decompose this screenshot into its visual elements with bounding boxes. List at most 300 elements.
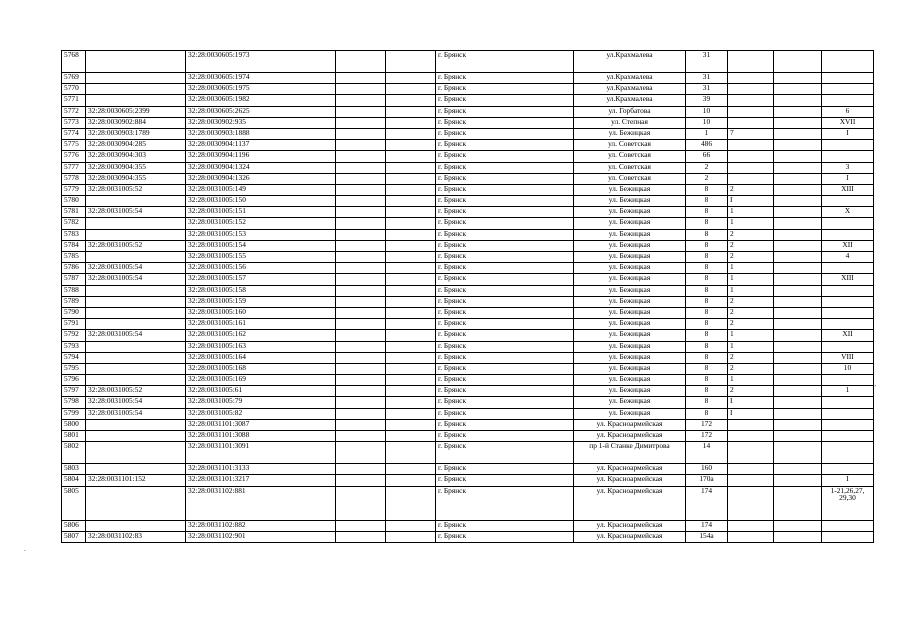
empty-cell (336, 397, 386, 408)
empty-cell (336, 117, 386, 128)
parent-cadastral-number-cell: 32:28:0030902:884 (86, 117, 186, 128)
street-cell: ул. Красноармейская (574, 431, 686, 442)
street-cell: ул. Бежицкая (574, 263, 686, 274)
apartment-number-cell: 6 (822, 106, 874, 117)
apartment-number-cell: 4 (822, 252, 874, 263)
parent-cadastral-number-cell (86, 431, 186, 442)
empty-cell (386, 352, 436, 363)
empty-cell (336, 307, 386, 318)
apartment-number-cell (822, 84, 874, 95)
empty-cell (774, 307, 822, 318)
table-row (62, 84, 874, 95)
apartment-number-cell (822, 307, 874, 318)
cadastral-number-cell: 32:28:0031101:3133 (186, 464, 336, 475)
street-cell: ул. Бежицкая (574, 252, 686, 263)
parent-cadastral-number-cell (86, 285, 186, 296)
empty-cell (386, 520, 436, 531)
city-cell: г. Брянск (436, 442, 574, 464)
street-cell: ул. Бежицкая (574, 184, 686, 195)
city-cell: г. Брянск (436, 240, 574, 251)
row-number-cell: 5789 (62, 296, 86, 307)
empty-cell (386, 140, 436, 151)
row-number-cell: 5778 (62, 173, 86, 184)
empty-cell (336, 285, 386, 296)
apartment-number-cell (822, 73, 874, 84)
house-number-cell: 8 (686, 218, 728, 229)
house-number-cell: 8 (686, 229, 728, 240)
empty-cell (774, 184, 822, 195)
empty-cell (774, 84, 822, 95)
apartment-number-cell: 3 (822, 162, 874, 173)
house-number-cell: 8 (686, 397, 728, 408)
empty-cell (336, 73, 386, 84)
cadastral-number-cell: 32:28:0031005:79 (186, 397, 336, 408)
building-number-cell (728, 95, 774, 106)
apartment-number-cell (822, 408, 874, 419)
city-cell: г. Брянск (436, 397, 574, 408)
empty-cell (336, 419, 386, 430)
cadastral-number-cell: 32:28:0031005:157 (186, 274, 336, 285)
empty-cell (774, 319, 822, 330)
parent-cadastral-number-cell (86, 464, 186, 475)
cadastral-number-cell: 32:28:0030605:1982 (186, 95, 336, 106)
building-number-cell: 1 (728, 207, 774, 218)
house-number-cell: 66 (686, 151, 728, 162)
empty-cell (386, 442, 436, 464)
building-number-cell (728, 431, 774, 442)
empty-cell (774, 128, 822, 139)
empty-cell (336, 51, 386, 73)
street-cell: ул. Советская (574, 162, 686, 173)
empty-cell (336, 84, 386, 95)
empty-cell (774, 531, 822, 542)
city-cell: г. Брянск (436, 173, 574, 184)
city-cell: г. Брянск (436, 229, 574, 240)
empty-cell (774, 285, 822, 296)
empty-cell (386, 319, 436, 330)
empty-cell (774, 486, 822, 520)
apartment-number-cell: I (822, 475, 874, 486)
table-row (62, 397, 874, 408)
street-cell: ул. Бежицкая (574, 307, 686, 318)
street-cell: ул. Бежицкая (574, 229, 686, 240)
table-row (62, 173, 874, 184)
row-number-cell: 5781 (62, 207, 86, 218)
empty-cell (386, 431, 436, 442)
apartment-number-cell (822, 431, 874, 442)
city-cell: г. Брянск (436, 352, 574, 363)
house-number-cell: 8 (686, 330, 728, 341)
table-row (62, 363, 874, 374)
street-cell: ул. Бежицкая (574, 319, 686, 330)
empty-cell (336, 229, 386, 240)
empty-cell (386, 229, 436, 240)
table-row (62, 464, 874, 475)
cadastral-number-cell: 32:28:0031005:82 (186, 408, 336, 419)
cadastral-number-cell: 32:28:0031101:3217 (186, 475, 336, 486)
city-cell: г. Брянск (436, 274, 574, 285)
row-number-cell: 5787 (62, 274, 86, 285)
empty-cell (336, 151, 386, 162)
city-cell: г. Брянск (436, 151, 574, 162)
cadastral-number-cell: 32:28:0031005:164 (186, 352, 336, 363)
parent-cadastral-number-cell (86, 218, 186, 229)
city-cell: г. Брянск (436, 307, 574, 318)
house-number-cell: 10 (686, 106, 728, 117)
city-cell: г. Брянск (436, 162, 574, 173)
street-cell: ул. Советская (574, 151, 686, 162)
empty-cell (386, 128, 436, 139)
street-cell: ул. Советская (574, 173, 686, 184)
street-cell: ул.Крахмалева (574, 73, 686, 84)
cadastral-number-cell: 32:28:0031005:150 (186, 196, 336, 207)
building-number-cell (728, 51, 774, 73)
house-number-cell: 8 (686, 285, 728, 296)
street-cell: ул.Крахмалева (574, 95, 686, 106)
row-number-cell: 5770 (62, 84, 86, 95)
table-row (62, 162, 874, 173)
city-cell: г. Брянск (436, 252, 574, 263)
empty-cell (774, 464, 822, 475)
city-cell: г. Брянск (436, 106, 574, 117)
building-number-cell: 2 (728, 307, 774, 318)
apartment-number-cell (822, 319, 874, 330)
row-number-cell: 5798 (62, 397, 86, 408)
building-number-cell: 1 (728, 285, 774, 296)
empty-cell (336, 386, 386, 397)
empty-cell (336, 363, 386, 374)
empty-cell (336, 442, 386, 464)
empty-cell (386, 184, 436, 195)
city-cell: г. Брянск (436, 464, 574, 475)
city-cell: г. Брянск (436, 520, 574, 531)
empty-cell (386, 397, 436, 408)
apartment-number-cell: X (822, 207, 874, 218)
house-number-cell: 8 (686, 307, 728, 318)
parent-cadastral-number-cell (86, 73, 186, 84)
empty-cell (386, 330, 436, 341)
empty-cell (336, 431, 386, 442)
row-number-cell: 5796 (62, 375, 86, 386)
empty-cell (774, 51, 822, 73)
empty-cell (774, 151, 822, 162)
house-number-cell: 8 (686, 363, 728, 374)
cadastral-number-cell: 32:28:0030904:1326 (186, 173, 336, 184)
empty-cell (386, 285, 436, 296)
apartment-number-cell: I (822, 128, 874, 139)
parent-cadastral-number-cell (86, 341, 186, 352)
house-number-cell: 8 (686, 252, 728, 263)
street-cell: ул. Красноармейская (574, 531, 686, 542)
empty-cell (386, 274, 436, 285)
empty-cell (774, 397, 822, 408)
apartment-number-cell (822, 285, 874, 296)
empty-cell (774, 173, 822, 184)
parent-cadastral-number-cell: 32:28:0031005:54 (86, 274, 186, 285)
empty-cell (774, 274, 822, 285)
parent-cadastral-number-cell (86, 419, 186, 430)
city-cell: г. Брянск (436, 296, 574, 307)
empty-cell (774, 363, 822, 374)
row-number-cell: 5803 (62, 464, 86, 475)
cadastral-number-cell: 32:28:0030605:2625 (186, 106, 336, 117)
row-number-cell: 5771 (62, 95, 86, 106)
empty-cell (774, 296, 822, 307)
house-number-cell: 172 (686, 419, 728, 430)
city-cell: г. Брянск (436, 73, 574, 84)
city-cell: г. Брянск (436, 263, 574, 274)
cadastral-number-cell: 32:28:0031005:149 (186, 184, 336, 195)
apartment-number-cell (822, 464, 874, 475)
row-number-cell: 5786 (62, 263, 86, 274)
street-cell: ул.Крахмалева (574, 84, 686, 95)
cadastral-number-cell: 32:28:0031005:160 (186, 307, 336, 318)
street-cell: ул. Красноармейская (574, 520, 686, 531)
apartment-number-cell (822, 229, 874, 240)
apartment-number-cell: VIII (822, 352, 874, 363)
building-number-cell (728, 162, 774, 173)
empty-cell (774, 431, 822, 442)
empty-cell (386, 307, 436, 318)
building-number-cell (728, 73, 774, 84)
apartment-number-cell (822, 296, 874, 307)
city-cell: г. Брянск (436, 218, 574, 229)
empty-cell (774, 95, 822, 106)
house-number-cell: 8 (686, 207, 728, 218)
building-number-cell: 2 (728, 296, 774, 307)
row-number-cell: 5783 (62, 229, 86, 240)
apartment-number-cell (822, 397, 874, 408)
cadastral-number-cell: 32:28:0031005:153 (186, 229, 336, 240)
apartment-number-cell (822, 375, 877, 388)
apartment-number-cell: XII (822, 330, 874, 341)
empty-cell (386, 363, 436, 374)
scan-artifact: ‚ (874, 380, 877, 388)
empty-cell (336, 140, 386, 151)
table-row (62, 296, 874, 307)
empty-cell (386, 408, 436, 419)
parent-cadastral-number-cell: 32:28:0030904:303 (86, 151, 186, 162)
empty-cell (386, 475, 436, 486)
cadastral-number-cell: 32:28:0031005:163 (186, 341, 336, 352)
parent-cadastral-number-cell (86, 196, 186, 207)
house-number-cell: 170а (686, 475, 728, 486)
building-number-cell: 1 (728, 218, 774, 229)
parent-cadastral-number-cell: 32:28:0031005:52 (86, 240, 186, 251)
apartment-number-cell: XIII (822, 274, 874, 285)
row-number-cell: 5788 (62, 285, 86, 296)
row-number-cell: 5805 (62, 486, 86, 520)
cadastral-number-cell: 32:28:0031005:162 (186, 330, 336, 341)
building-number-cell: 1 (728, 274, 774, 285)
cadastral-number-cell: 32:28:0031101:3091 (186, 442, 336, 464)
empty-cell (336, 330, 386, 341)
row-number-cell: 5793 (62, 341, 86, 352)
cadastral-number-cell: 32:28:0031102:882 (186, 520, 336, 531)
table-row (62, 184, 874, 195)
city-cell: г. Брянск (436, 95, 574, 106)
table-row (62, 73, 874, 84)
empty-cell (774, 240, 822, 251)
empty-cell (386, 263, 436, 274)
apartment-number-cell: XVII (822, 117, 874, 128)
city-cell: г. Брянск (436, 419, 574, 430)
city-cell: г. Брянск (436, 196, 574, 207)
table-row (62, 431, 874, 442)
row-number-cell: 5769 (62, 73, 86, 84)
house-number-cell: 8 (686, 184, 728, 195)
building-number-cell (728, 531, 774, 542)
empty-cell (774, 419, 822, 430)
apartment-number-cell (822, 520, 874, 531)
house-number-cell: 31 (686, 51, 728, 73)
empty-cell (386, 386, 436, 397)
house-number-cell: 174 (686, 486, 728, 520)
building-number-cell: 2 (728, 184, 774, 195)
empty-cell (774, 252, 822, 263)
building-number-cell: 1 (728, 341, 774, 352)
street-cell: ул. Бежицкая (574, 218, 686, 229)
empty-cell (774, 117, 822, 128)
empty-cell (336, 352, 386, 363)
street-cell: ул. Бежицкая (574, 285, 686, 296)
empty-cell (336, 162, 386, 173)
table-row (62, 207, 874, 218)
building-number-cell (728, 464, 774, 475)
city-cell: г. Брянск (436, 319, 574, 330)
cadastral-number-cell: 32:28:0031005:156 (186, 263, 336, 274)
empty-cell (386, 341, 436, 352)
apartment-number-cell (822, 51, 874, 73)
cadastral-number-cell: 32:28:0031005:154 (186, 240, 336, 251)
empty-cell (774, 73, 822, 84)
house-number-cell: 8 (686, 296, 728, 307)
empty-cell (386, 106, 436, 117)
cadastral-number-cell: 32:28:0031005:155 (186, 252, 336, 263)
building-number-cell: 2 (728, 252, 774, 263)
empty-cell (386, 252, 436, 263)
table-row (62, 375, 874, 386)
city-cell: г. Брянск (436, 386, 574, 397)
building-number-cell: 1 (728, 375, 774, 386)
parent-cadastral-number-cell: 32:28:0031005:54 (86, 263, 186, 274)
empty-cell (336, 240, 386, 251)
street-cell: ул. Бежицкая (574, 397, 686, 408)
empty-cell (336, 207, 386, 218)
table-row (62, 520, 874, 531)
empty-cell (336, 95, 386, 106)
empty-cell (386, 196, 436, 207)
city-cell: г. Брянск (436, 207, 574, 218)
parent-cadastral-number-cell: 32:28:0030904:355 (86, 173, 186, 184)
empty-cell (774, 229, 822, 240)
building-number-cell (728, 442, 774, 464)
row-number-cell: 5801 (62, 431, 86, 442)
street-cell: ул. Бежицкая (574, 375, 686, 386)
table-row (62, 117, 874, 128)
building-number-cell: 1 (728, 330, 774, 341)
city-cell: г. Брянск (436, 184, 574, 195)
street-cell: ул. Советская (574, 140, 686, 151)
apartment-number-cell (822, 151, 874, 162)
house-number-cell: 8 (686, 375, 728, 386)
parent-cadastral-number-cell: 32:28:0031005:54 (86, 207, 186, 218)
apartment-number-cell (822, 531, 874, 542)
house-number-cell: 8 (686, 408, 728, 419)
table-row (62, 218, 874, 229)
cadastral-number-cell: 32:28:0031102:881 (186, 486, 336, 520)
empty-cell (774, 520, 822, 531)
street-cell: ул. Бежицкая (574, 352, 686, 363)
table-row (62, 274, 874, 285)
parent-cadastral-number-cell: 32:28:0030904:285 (86, 140, 186, 151)
empty-cell (336, 520, 386, 531)
empty-cell (336, 408, 386, 419)
table-row (62, 386, 874, 397)
cadastral-number-cell: 32:28:0031005:158 (186, 285, 336, 296)
parent-cadastral-number-cell (86, 252, 186, 263)
house-number-cell: 154а (686, 531, 728, 542)
empty-cell (336, 184, 386, 195)
row-number-cell: 5775 (62, 140, 86, 151)
apartment-number-cell (822, 442, 874, 464)
parent-cadastral-number-cell (86, 229, 186, 240)
cadastral-number-cell: 32:28:0030605:1973 (186, 51, 336, 73)
empty-cell (336, 218, 386, 229)
empty-cell (774, 375, 822, 386)
row-number-cell: 5806 (62, 520, 86, 531)
city-cell: г. Брянск (436, 341, 574, 352)
parent-cadastral-number-cell (86, 375, 186, 386)
row-number-cell: 5799 (62, 408, 86, 419)
table-row (62, 128, 874, 139)
apartment-number-cell (822, 341, 874, 352)
building-number-cell: 1 (728, 263, 774, 274)
apartment-number-cell: XIII (822, 184, 874, 195)
table-row (62, 151, 874, 162)
parent-cadastral-number-cell: 32:28:0031005:54 (86, 408, 186, 419)
city-cell: г. Брянск (436, 117, 574, 128)
apartment-number-cell (822, 218, 874, 229)
parent-cadastral-number-cell (86, 520, 186, 531)
house-number-cell: 8 (686, 240, 728, 251)
table-row (62, 475, 874, 486)
empty-cell (386, 173, 436, 184)
apartment-number-cell: 1 (822, 386, 874, 397)
row-number-cell: 5774 (62, 128, 86, 139)
empty-cell (386, 296, 436, 307)
apartment-number-cell (822, 419, 874, 430)
cadastral-number-cell: 32:28:0031005:152 (186, 218, 336, 229)
parent-cadastral-number-cell (86, 352, 186, 363)
building-number-cell: I (728, 397, 774, 408)
cadastral-number-cell: 32:28:0030605:1974 (186, 73, 336, 84)
parent-cadastral-number-cell (86, 442, 186, 464)
empty-cell (774, 207, 822, 218)
empty-cell (774, 352, 822, 363)
table-row (62, 240, 874, 251)
table-row (62, 229, 874, 240)
row-number-cell: 5792 (62, 330, 86, 341)
table-row (62, 51, 874, 73)
city-cell: г. Брянск (436, 531, 574, 542)
parent-cadastral-number-cell (86, 307, 186, 318)
empty-cell (386, 84, 436, 95)
row-number-cell: 5780 (62, 196, 86, 207)
street-cell: ул. Красноармейская (574, 419, 686, 430)
empty-cell (336, 375, 386, 386)
empty-cell (386, 218, 436, 229)
